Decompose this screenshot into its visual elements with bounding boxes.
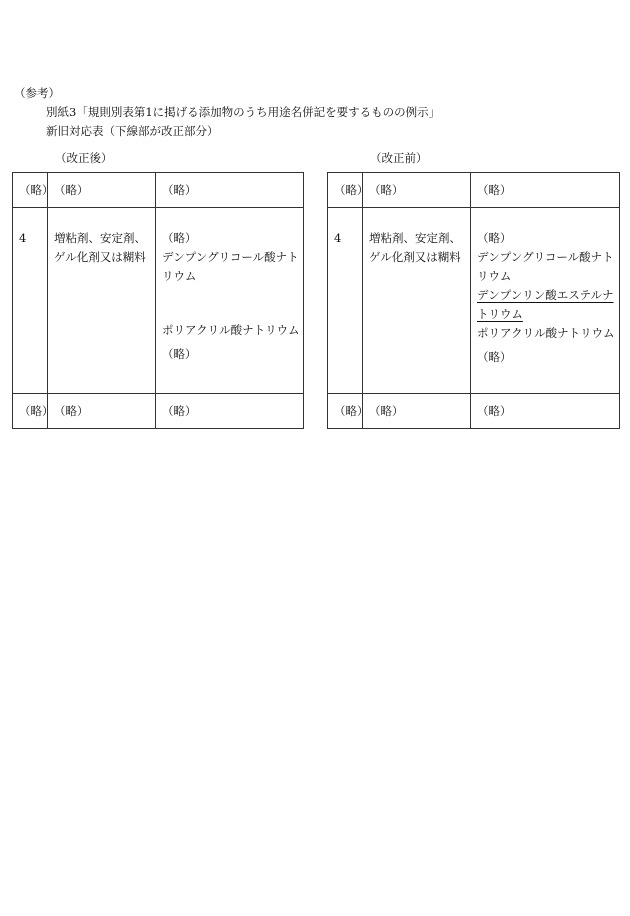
cell-use (48, 208, 156, 394)
table-after-revision (12, 172, 304, 429)
cell-use: （略） (48, 173, 156, 208)
table-row (328, 208, 620, 394)
table-before-revision (327, 172, 620, 429)
caption-before-revision: （改正前） (370, 151, 428, 165)
cell-use: （略） (363, 394, 471, 429)
cell-additive: （略） (156, 173, 304, 208)
use-text: 増粘剤、安定剤、ゲル化剤又は糊料 (54, 231, 146, 264)
cell-use: （略） (48, 394, 156, 429)
cell-no: 4 (328, 208, 363, 394)
additive-name: ポリアクリル酸ナトリウム (162, 323, 300, 337)
cell-no: （略） (328, 173, 363, 208)
cell-use: （略） (363, 173, 471, 208)
cell-no: （略） (13, 173, 48, 208)
additive-name: デンプングリコール酸ナトリウム (162, 250, 299, 283)
document-title: 別紙3「規則別表第1に掲げる添加物のうち用途名併記を要するものの例示」 (46, 105, 441, 119)
use-text: 増粘剤、安定剤、ゲル化剤又は糊料 (369, 231, 461, 264)
omitted-text: （略） (477, 231, 512, 245)
cell-additive: （略） (156, 394, 304, 429)
table-row (328, 173, 620, 208)
cell-additive (156, 208, 304, 394)
omitted-text: （略） (162, 347, 197, 361)
table-row (13, 208, 304, 394)
table-row (13, 173, 304, 208)
cell-no: （略） (13, 394, 48, 429)
omitted-text: （略） (477, 350, 512, 364)
additive-name-underlined: デンプンリン酸エステルナトリウム (477, 288, 614, 321)
cell-additive: （略） (471, 394, 620, 429)
removed-entry-gap (162, 286, 303, 321)
table-row (13, 394, 304, 429)
cell-additive: （略） (471, 173, 620, 208)
reference-label: （参考） (14, 86, 60, 100)
cell-additive (471, 208, 620, 394)
cell-no: 4 (13, 208, 48, 394)
cell-no: （略） (328, 394, 363, 429)
additive-name: デンプングリコール酸ナトリウム (477, 250, 614, 283)
table-row (328, 394, 620, 429)
omitted-text: （略） (162, 231, 197, 245)
caption-after-revision: （改正後） (55, 151, 113, 165)
cell-use (363, 208, 471, 394)
additive-name: ポリアクリル酸ナトリウム (477, 326, 615, 340)
document-subtitle: 新旧対応表（下線部が改正部分） (46, 124, 219, 138)
